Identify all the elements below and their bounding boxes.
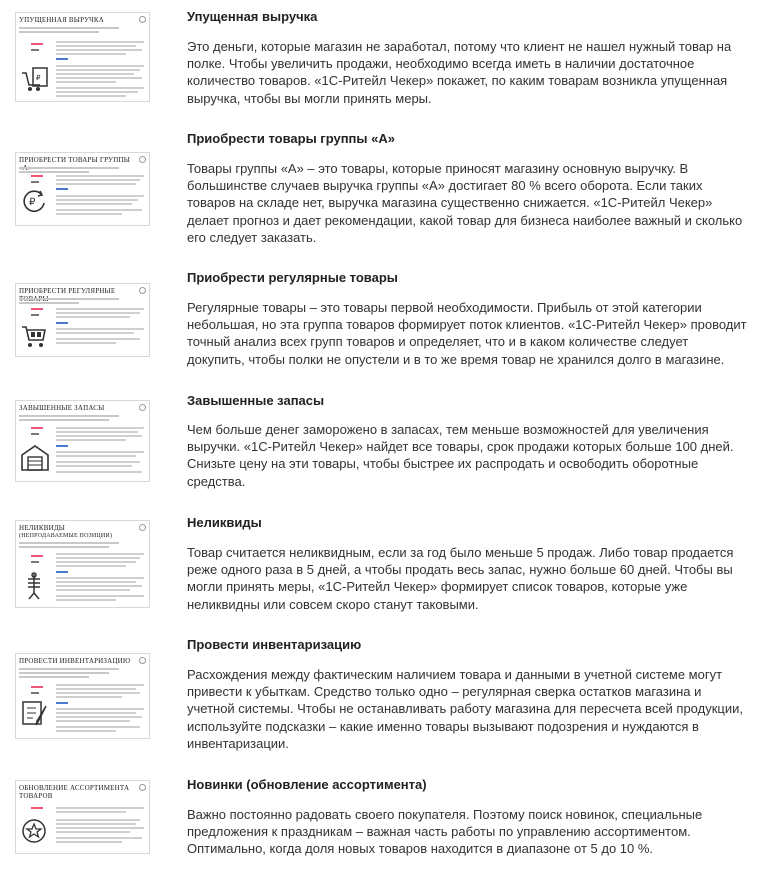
info-icon <box>139 524 146 531</box>
info-icon <box>139 287 146 294</box>
section-text: Это деньги, которые магазин не заработал, потому что клиент не нашел нужный товар на полке. Чтобы увеличить продажи, необходимо всегда иметь в наличии достаточное количество товаров. «1С-Ритейл Чекер» покажет, по каким товарам возникла упущенная выручка, чтобы вы могли принять меры. <box>187 39 732 106</box>
svg-text:₽: ₽ <box>29 197 36 208</box>
section-heading: Провести инвентаризацию <box>187 637 362 652</box>
section-heading: Приобрести товары группы «А» <box>187 131 395 146</box>
group-a-thumbnail[interactable] <box>15 152 150 226</box>
warehouse-icon <box>20 443 50 473</box>
thumbnail-subtitle: (НЕПРОДАВАЕМЫЕ ПОЗИЦИИ) <box>19 533 113 539</box>
thumbnail-title: ОБНОВЛЕНИЕ АССОРТИМЕНТА <box>19 784 130 792</box>
excess-stock-thumbnail[interactable] <box>15 400 150 482</box>
thumbnail-title: ПРОВЕСТИ ИНВЕНТАРИЗАЦИЮ <box>19 657 131 665</box>
section-heading: Упущенная выручка <box>187 9 318 24</box>
thumbnail-title: ПРИОБРЕСТИ ТОВАРЫ ГРУППЫ <box>19 156 131 164</box>
thumbnail-title: НЕЛИКВИДЫ <box>19 524 66 532</box>
fish-bone-icon <box>20 571 48 601</box>
info-icon <box>139 784 146 791</box>
regular-goods-thumbnail[interactable] <box>15 283 150 357</box>
star-badge-icon <box>20 817 48 845</box>
info-icon <box>139 16 146 23</box>
section-heading: Приобрести регулярные товары <box>187 270 398 285</box>
cart-receipt-icon <box>20 65 50 93</box>
section-text: Важно постоянно радовать своего покупателя. Поэтому поиск новинок, специальные предложения к праздникам – важная часть работы по управлению ассортиментом. Оптимально, когда доля новых товаров находится в диапазоне от 5 до 10 %. <box>187 807 703 857</box>
ruble-cycle-icon <box>20 187 48 215</box>
lost-revenue-thumbnail[interactable] <box>15 12 150 102</box>
section-heading: Неликвиды <box>187 515 262 530</box>
section-text: Чем больше денег заморожено в запасах, тем меньше возможностей для увеличения выручки. «1С-Ритейл Чекер» найдет все товары, срок продажи которых больше 100 дней. Снизьте цену на эти товары, чтобы быстрее их распродать и освободить оборотные средства. <box>187 422 734 489</box>
info-icon <box>139 657 146 664</box>
section-heading: Завышенные запасы <box>187 393 325 408</box>
thumbnail-title: ПРИОБРЕСТИ РЕГУЛЯРНЫЕ <box>19 287 116 295</box>
section-text: Регулярные товары – это товары первой необходимости. Прибыль от этой категории небольшая, но эта группа товаров формирует поток клиентов. «1С-Ритейл Чекер» проводит точный анализ всех групп товаров и определяет, что и в каком количестве следует докупить, чтобы полки не опустели и в то же время товар не хранился долго в магазине. <box>187 300 747 367</box>
thumbnail-subtitle: ТОВАРОВ <box>19 792 53 800</box>
thumbnail-title: ЗАВЫШЕННЫЕ ЗАПАСЫ <box>19 404 105 412</box>
section-heading: Новинки (обновление ассортимента) <box>187 777 427 792</box>
section-text: Расхождения между фактическим наличием товара и данными в учетной системе могут привести к убыткам. Средство только одно – регулярная сверка остатков магазина и учетной системы. Чтобы не останавливать работу магазина для пересчета всей продукции, используйте подсказки – какие именно товары вызывают подозрения и нуждаются в инвентаризации. <box>187 667 743 751</box>
info-icon <box>139 404 146 411</box>
shopping-cart-icon <box>20 322 48 350</box>
info-icon <box>139 156 146 163</box>
thumbnail-title: УПУЩЕННАЯ ВЫРУЧКА <box>19 16 105 24</box>
section-text: Товар считается неликвидным, если за год было меньше 5 продаж. Либо товар продается реже одного раза в 5 дней, а чтобы продать весь запас, нужно больше 60 дней. Чтобы вы могли принять меры, «1С-Ритейл Чекер» формирует список товаров, которые уже неликвидны или совсем скоро станут таковыми. <box>187 545 734 612</box>
illiquid-thumbnail[interactable] <box>15 520 150 608</box>
checklist-pen-icon <box>20 698 50 728</box>
section-text: Товары группы «А» – это товары, которые приносят магазину основную выручку. В большинстве случаев выручка группы «А» достигает 80 % всего оборота. Если таких товаров на складе нет, выручка магазина существенно снижается. «1С-Ритейл Чекер» делает прогноз и дает рекомендации, какой товар для бизнеса наиболее важный и сколько его следует заказать. <box>187 161 743 245</box>
new-products-thumbnail[interactable] <box>15 780 150 854</box>
inventory-thumbnail[interactable] <box>15 653 150 739</box>
svg-text:₽: ₽ <box>36 75 41 82</box>
